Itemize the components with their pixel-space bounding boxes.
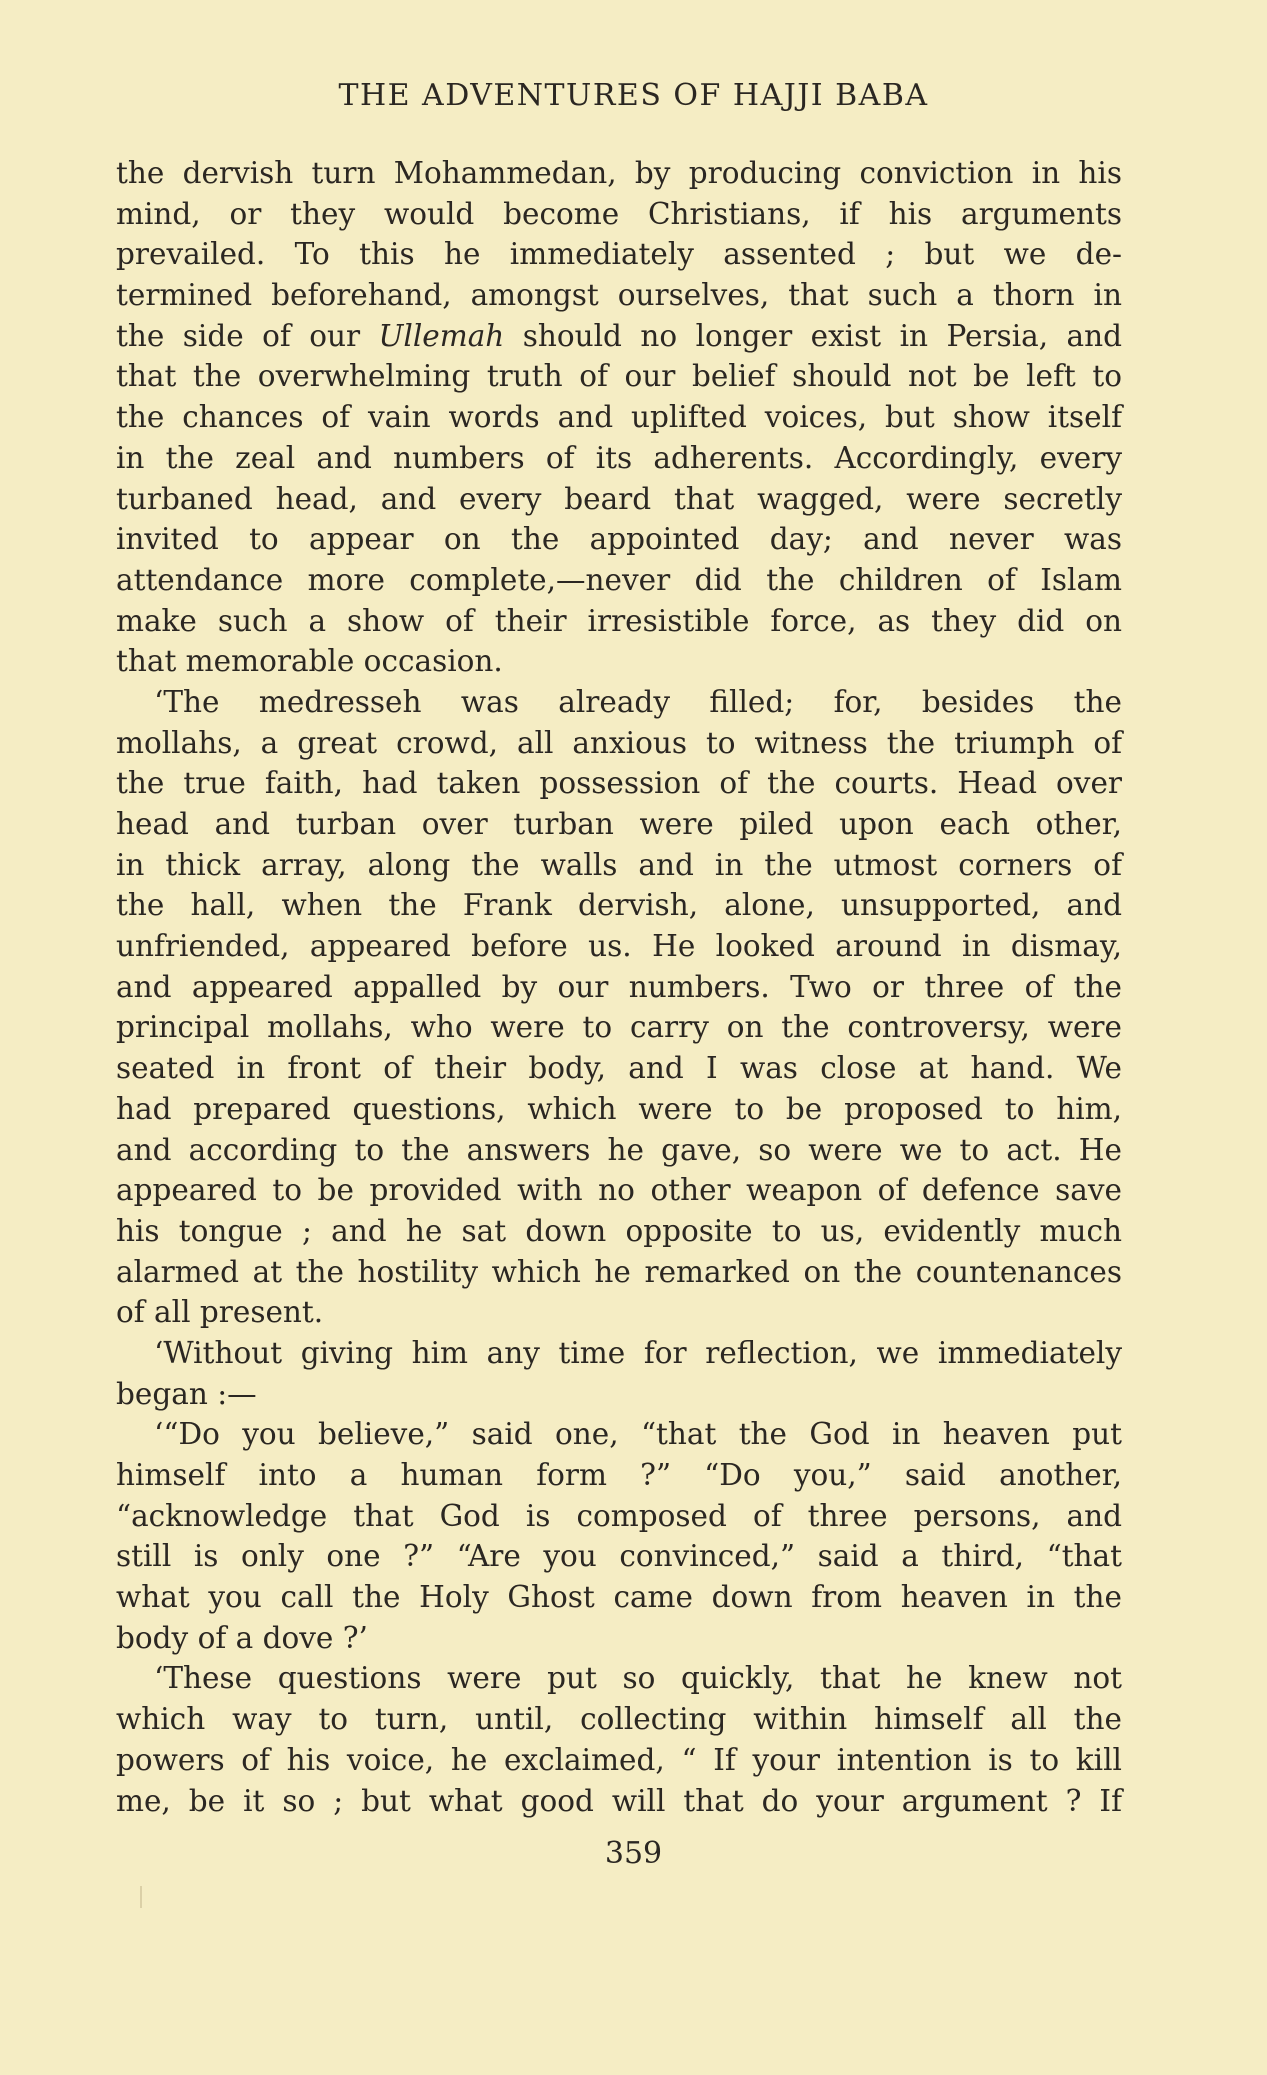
text-line: the true faith, had taken possession of the courts. Head over: [116, 766, 1122, 801]
text-line: attendance more complete,—never did the children of Islam: [116, 562, 1122, 597]
text-line: in thick array, along the walls and in the utmost corners of: [116, 847, 1122, 882]
text-line: head and turban over turban were piled upon each other,: [116, 807, 1122, 841]
text-line: the chances of vain words and uplifted voices, but show itself: [116, 400, 1122, 435]
text-line: “acknowledge that God is composed of three persons, and: [116, 1498, 1122, 1533]
text-line: his tongue ; and he sat down opposite to us, evidently much: [116, 1213, 1122, 1248]
text-line: powers of his voice, he exclaimed, “ If your intention is to kill: [116, 1742, 1122, 1777]
text-line: [116, 316, 1122, 357]
text-line: body of a dove ?’: [116, 1620, 368, 1655]
text-line: prevailed. To this he immediately assented ; but we de-: [116, 237, 1122, 272]
text-line: which way to turn, until, collecting within himself all the: [116, 1702, 1122, 1737]
text-line: ‘Without giving him any time for reflection, we immediately: [154, 1335, 1122, 1370]
text-line: appeared to be provided with no other weapon of defence save: [116, 1173, 1122, 1208]
text-line: turbaned head, and every beard that wagged, were secretly: [116, 481, 1122, 516]
text-line: principal mollahs, who were to carry on the controversy, were: [116, 1010, 1122, 1045]
text-line: that the overwhelming truth of our belief should not be left to: [116, 359, 1122, 394]
margin-mark: [140, 1886, 142, 1908]
text-line: ‘These questions were put so quickly, that he knew not: [154, 1661, 1122, 1696]
text-line: alarmed at the hostility which he remarked on the countenances: [116, 1254, 1122, 1289]
running-head: THE ADVENTURES OF HAJJI BABA: [338, 78, 929, 113]
text-segment: should no longer exist in Persia, and: [504, 318, 1123, 353]
text-line: ‘The medresseh was already filled; for, besides the: [154, 684, 1122, 719]
text-line: himself into a human form ?” “Do you,” said another,: [116, 1458, 1122, 1492]
text-line: ‘“Do you believe,” said one, “that the God in heaven put: [154, 1417, 1122, 1452]
text-line: that memorable occasion.: [116, 644, 503, 679]
text-line: termined beforehand, amongst ourselves, that such a thorn in: [116, 278, 1122, 313]
text-line: seated in front of their body, and I was close at hand. We: [116, 1051, 1122, 1086]
text-line: began :—: [116, 1376, 257, 1411]
text-line: invited to appear on the appointed day; and never was: [116, 522, 1122, 557]
text-line: mollahs, a great crowd, all anxious to witness the triumph of: [116, 725, 1122, 760]
text-line: of all present.: [116, 1295, 324, 1330]
text-line: mind, or they would become Christians, if his arguments: [116, 196, 1122, 231]
italic-term: Ullemah: [378, 318, 505, 353]
text-line: and appeared appalled by our numbers. Two or three of the: [116, 969, 1122, 1004]
text-line: and according to the answers he gave, so were we to act. He: [116, 1132, 1122, 1167]
text-line: had prepared questions, which were to be proposed to him,: [116, 1091, 1122, 1126]
body-text: [116, 153, 1122, 1821]
text-line: the hall, when the Frank dervish, alone, unsupported, and: [116, 888, 1122, 923]
text-line: make such a show of their irresistible force, as they did on: [116, 603, 1122, 638]
text-segment: the side of our: [116, 318, 379, 353]
text-line: the dervish turn Mohammedan, by producing conviction in his: [116, 156, 1122, 190]
page-number: 359: [604, 1836, 663, 1871]
text-line: in the zeal and numbers of its adherents. Accordingly, every: [116, 440, 1122, 475]
text-line: me, be it so ; but what good will that do your argument ? If: [116, 1783, 1122, 1818]
text-line: unfriended, appeared before us. He looked around in dismay,: [116, 929, 1122, 964]
text-line: what you call the Holy Ghost came down from heaven in the: [116, 1580, 1122, 1615]
text-line: still is only one ?” “Are you convinced,” said a third, “that: [116, 1539, 1122, 1574]
